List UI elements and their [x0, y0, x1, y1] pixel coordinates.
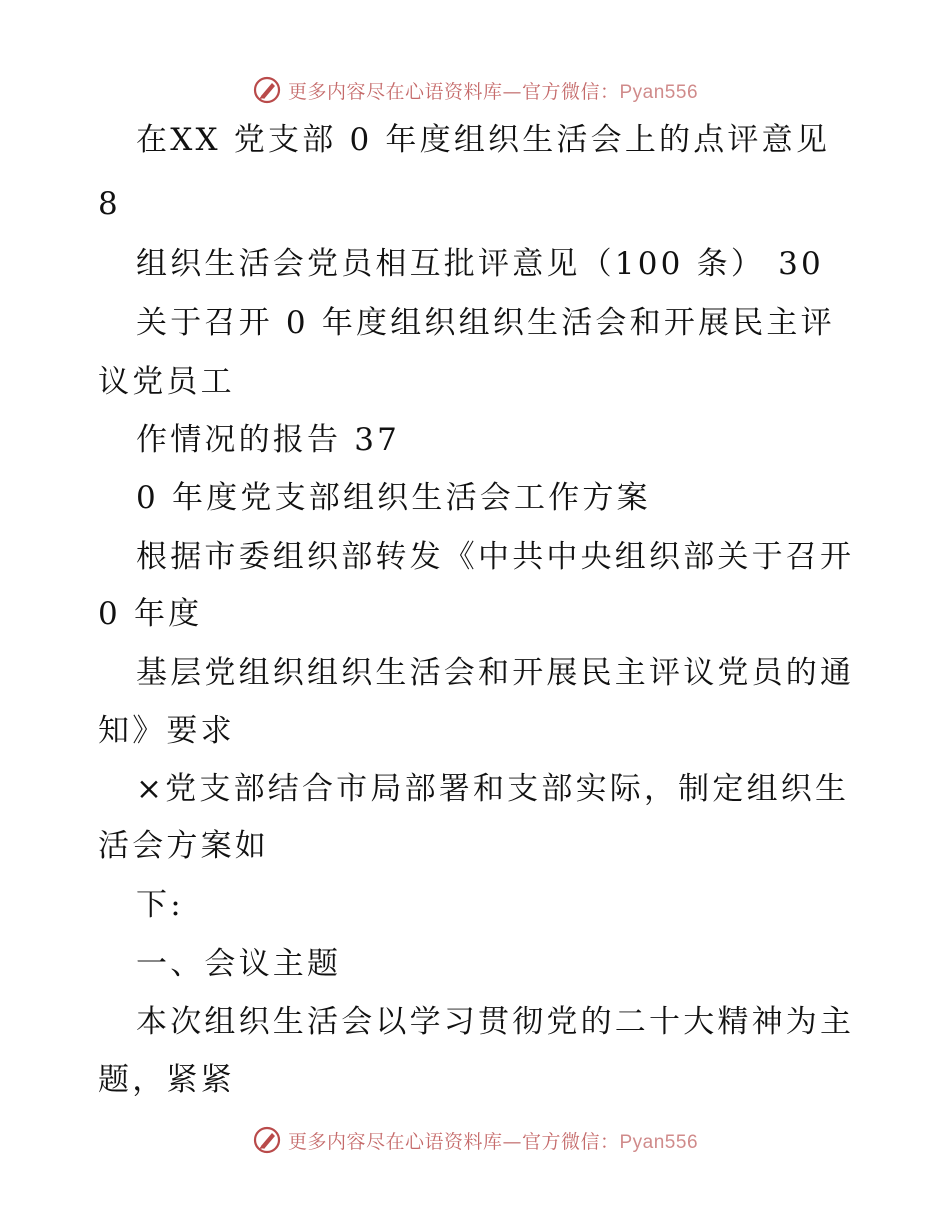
document-line: 活会方案如: [98, 828, 269, 864]
watermark-text-cn: 更多内容尽在心语资料库: [287, 80, 503, 103]
watermark-wechat-id: Pyan556: [619, 1131, 699, 1153]
watermark-text: [288, 77, 698, 104]
document-line: 基层党组织组织生活会和开展民主评议党员的通: [136, 655, 855, 691]
document-line: 0 年度党支部组织生活会工作方案: [136, 480, 651, 516]
watermark-dash: —: [502, 1130, 522, 1153]
header-watermark: [0, 70, 950, 110]
document-line: 题，紧紧: [98, 1062, 235, 1098]
document-line: 一、会议主题: [136, 946, 342, 982]
pen-seal-icon: [252, 1125, 282, 1155]
document-line: 议党员工: [98, 364, 235, 400]
document-line: 关于召开 0 年度组织组织生活会和开展民主评: [136, 305, 835, 341]
document-line: 0 年度: [98, 596, 203, 632]
watermark-dash: —: [502, 80, 522, 103]
footer-watermark: [0, 1120, 950, 1160]
document-line: ×党支部结合市局部署和支部实际，制定组织生: [136, 771, 850, 807]
document-line: 组织生活会党员相互批评意见（100 条） 30: [136, 246, 824, 282]
watermark-text-cn: 更多内容尽在心语资料库: [287, 1130, 503, 1153]
document-line: 在XX 党支部 0 年度组织生活会上的点评意见: [136, 122, 831, 158]
document-line: 作情况的报告 37: [136, 422, 401, 458]
pen-seal-icon: [252, 75, 282, 105]
document-line: 本次组织生活会以学习贯彻党的二十大精神为主: [136, 1004, 855, 1040]
watermark-wechat-id: Pyan556: [619, 81, 699, 103]
watermark-text-cn2: 官方微信：: [521, 80, 620, 103]
document-line: 8: [98, 186, 121, 222]
document-line: 下:: [136, 887, 184, 923]
document-line: 知》要求: [98, 713, 235, 749]
watermark-text-cn2: 官方微信：: [521, 1130, 620, 1153]
watermark-text: [288, 1127, 698, 1154]
document-line: 根据市委组织部转发《中共中央组织部关于召开: [136, 539, 855, 575]
